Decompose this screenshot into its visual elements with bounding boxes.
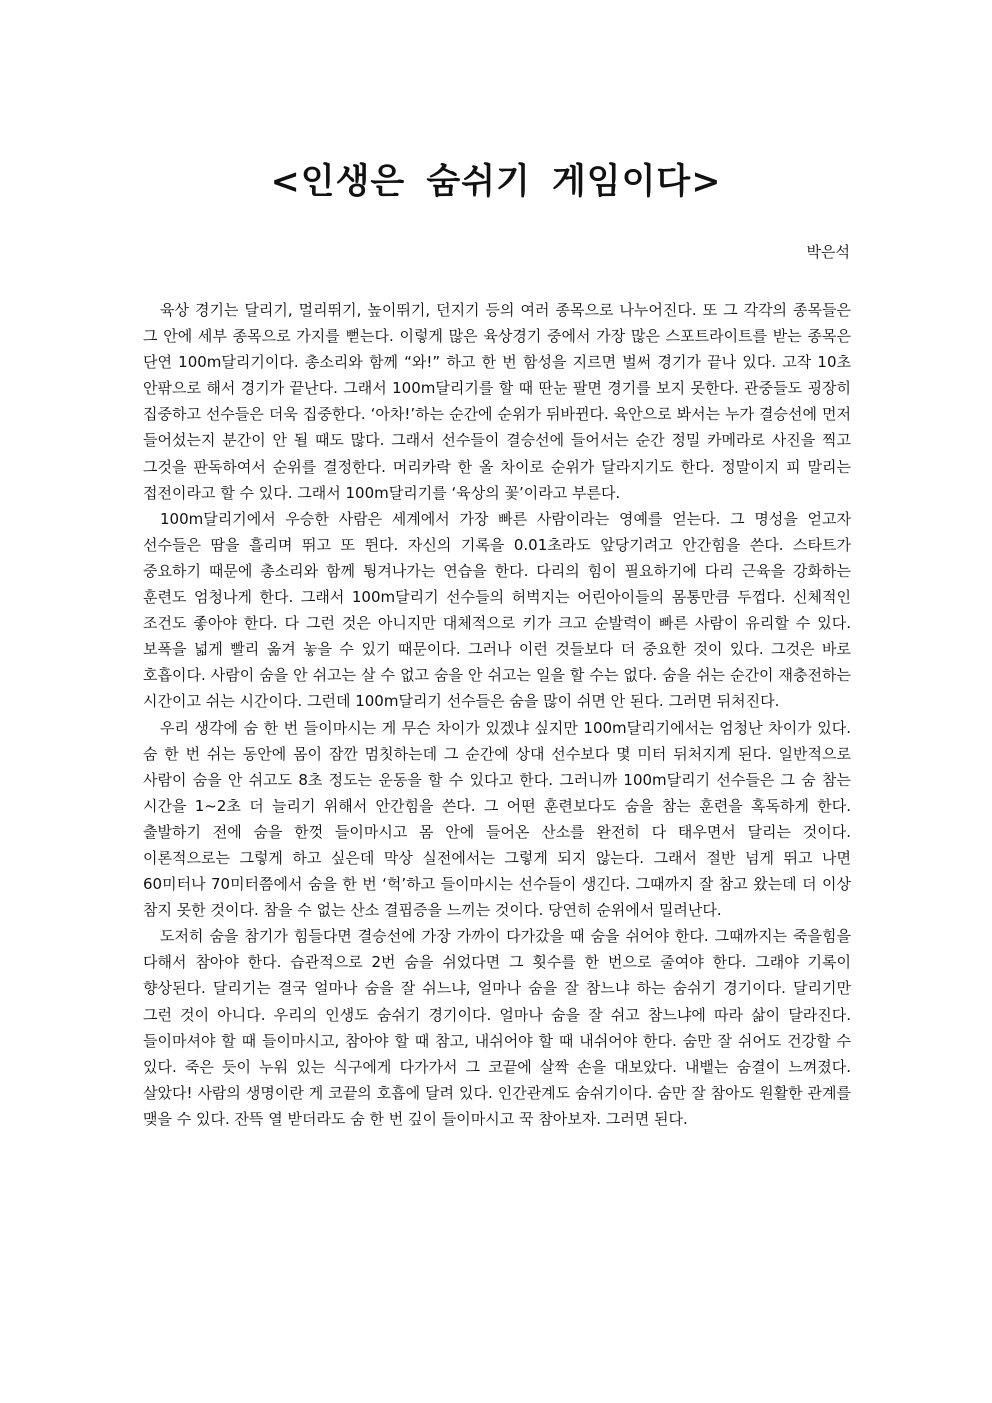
paragraph-3: 우리 생각에 숨 한 번 들이마시는 게 무슨 차이가 있겠냐 싶지만 100m달리기에서는 엄청난 차이가 있다. 숨 한 번 쉬는 동안에 몸이 잠깐 멈칫하는데 그 순간에 상대 선수보다 몇 미터 뒤처지게 된다. 일반적으로 사람이 숨을 안 쉬고도 8초 정도는 운동을 할 수 있다고 한다. 그러니까 100m달리기 선수들은 그 숨 참는 시간을 1~2초 더 늘리기 위해서 안간힘을 쓴다. 그 어떤 훈련보다도 숨을 참는 훈련을 혹독하게 한다. 출발하기 전에 숨을 한껏 들이마시고 몸 안에 들어온 산소를 완전히 다 태우면서 달리는 것이다. 이론적으로는 그렇게 하고 싶은데 막상 실전에서는 그렇게 되지 않는다. 그래서 절반 넘게 뛰고 나면 60미터나 70미터쯤에서 숨을 한 번 ‘헉’하고 들이마시는 선수들이 생긴다. 그때까지 잘 참고 왔는데 더 이상 참지 못한 것이다. 참을 수 없는 산소 결핍증을 느끼는 것이다. 당연히 순위에서 밀려난다. — [143, 718, 851, 920]
essay-body — [143, 297, 851, 1132]
paragraph-4: 도저히 숨을 참기가 힘들다면 결승선에 가장 가까이 다가갔을 때 숨을 쉬어야 한다. 그때까지는 죽을힘을 다해서 참아야 한다. 습관적으로 2번 숨을 쉬었다면 그 횟수를 한 번으로 줄여야 한다. 그래야 기록이 향상된다. 달리기는 결국 얼마나 숨을 잘 쉬느냐, 얼마나 숨을 잘 참느냐 하는 숨쉬기 경기이다. 달리기만 그런 것이 아니다. 우리의 인생도 숨쉬기 경기이다. 얼마나 숨을 잘 쉬고 참느냐에 따라 삶이 달라진다. 들이마셔야 할 때 들이마시고, 참아야 할 때 참고, 내쉬어야 할 때 내쉬어야 한다. 숨만 잘 쉬어도 건강할 수 있다. 죽은 듯이 누워 있는 식구에게 다가가서 그 코끝에 살짝 손을 대보았다. 내뱉는 숨결이 느껴졌다. 살았다! 사람의 생명이란 게 코끝의 호흡에 달려 있다. 인간관계도 숨쉬기이다. 숨만 잘 참아도 원활한 관계를 맺을 수 있다. 잔뜩 열 받더라도 숨 한 번 깊이 들이마시고 꾹 참아보자. 그러면 된다. — [143, 927, 851, 1128]
author-name: 박은석 — [806, 243, 850, 261]
paragraph-1: 육상 경기는 달리기, 멀리뛰기, 높이뛰기, 던지기 등의 여러 종목으로 나누어진다. 또 그 각각의 종목들은 그 안에 세부 종목으로 가지를 뻗는다. 이렇게 많은 육상경기 중에서 가장 많은 스포트라이트를 받는 종목은 단연 100m달리기이다. 총소리와 함께 “와!” 하고 한 번 함성을 지르면 벌써 경기가 끝나 있다. 고작 10초 안팎으로 해서 경기가 끝난다. 그래서 100m달리기를 할 때 딴눈 팔면 경기를 보지 못한다. 관중들도 굉장히 집중하고 선수들은 더욱 집중한다. ‘아차!’하는 순간에 순위가 뒤바뀐다. 육안으로 봐서는 누가 결승선에 먼저 들어섰는지 분간이 안 될 때도 많다. 그래서 선수들이 결승선에 들어서는 순간 정밀 카메라로 사진을 찍고 그것을 판독하여서 순위를 결정한다. 머리카락 한 올 차이로 순위가 달라지기도 한다. 정말이지 피 말리는 접전이라고 할 수 있다. 그래서 100m달리기를 ‘육상의 꽃’이라고 부른다. — [143, 301, 851, 502]
paragraph-2: 100m달리기에서 우승한 사람은 세계에서 가장 빠른 사람이라는 영예를 얻는다. 그 명성을 얻고자 선수들은 땀을 흘리며 뛰고 또 뛴다. 자신의 기록을 0.01초라도 앞당기려고 안간힘을 쓴다. 스타트가 중요하기 때문에 총소리와 함께 튕겨나가는 연습을 한다. 다리의 힘이 필요하기에 다리 근육을 강화하는 훈련도 엄청나게 한다. 그래서 100m달리기 선수들의 허벅지는 어린아이들의 몸통만큼 두껍다. 신체적인 조건도 좋아야 한다. 다 그런 것은 아니지만 대체적으로 키가 크고 순발력이 빠른 사람이 유리할 수 있다. 보폭을 넓게 빨리 옮겨 놓을 수 있기 때문이다. 그러나 이런 것들보다 더 중요한 것이 있다. 그것은 바로 호흡이다. 사람이 숨을 안 쉬고는 살 수 없고 숨을 안 쉬고는 일을 할 수는 없다. 숨을 쉬는 순간이 재충전하는 시간이고 쉬는 시간이다. 그런데 100m달리기 선수들은 숨을 많이 쉬면 안 된다. 그러면 뒤처진다. — [143, 509, 851, 711]
page-title: <인생은 숨쉬기 게임이다> — [270, 161, 722, 202]
